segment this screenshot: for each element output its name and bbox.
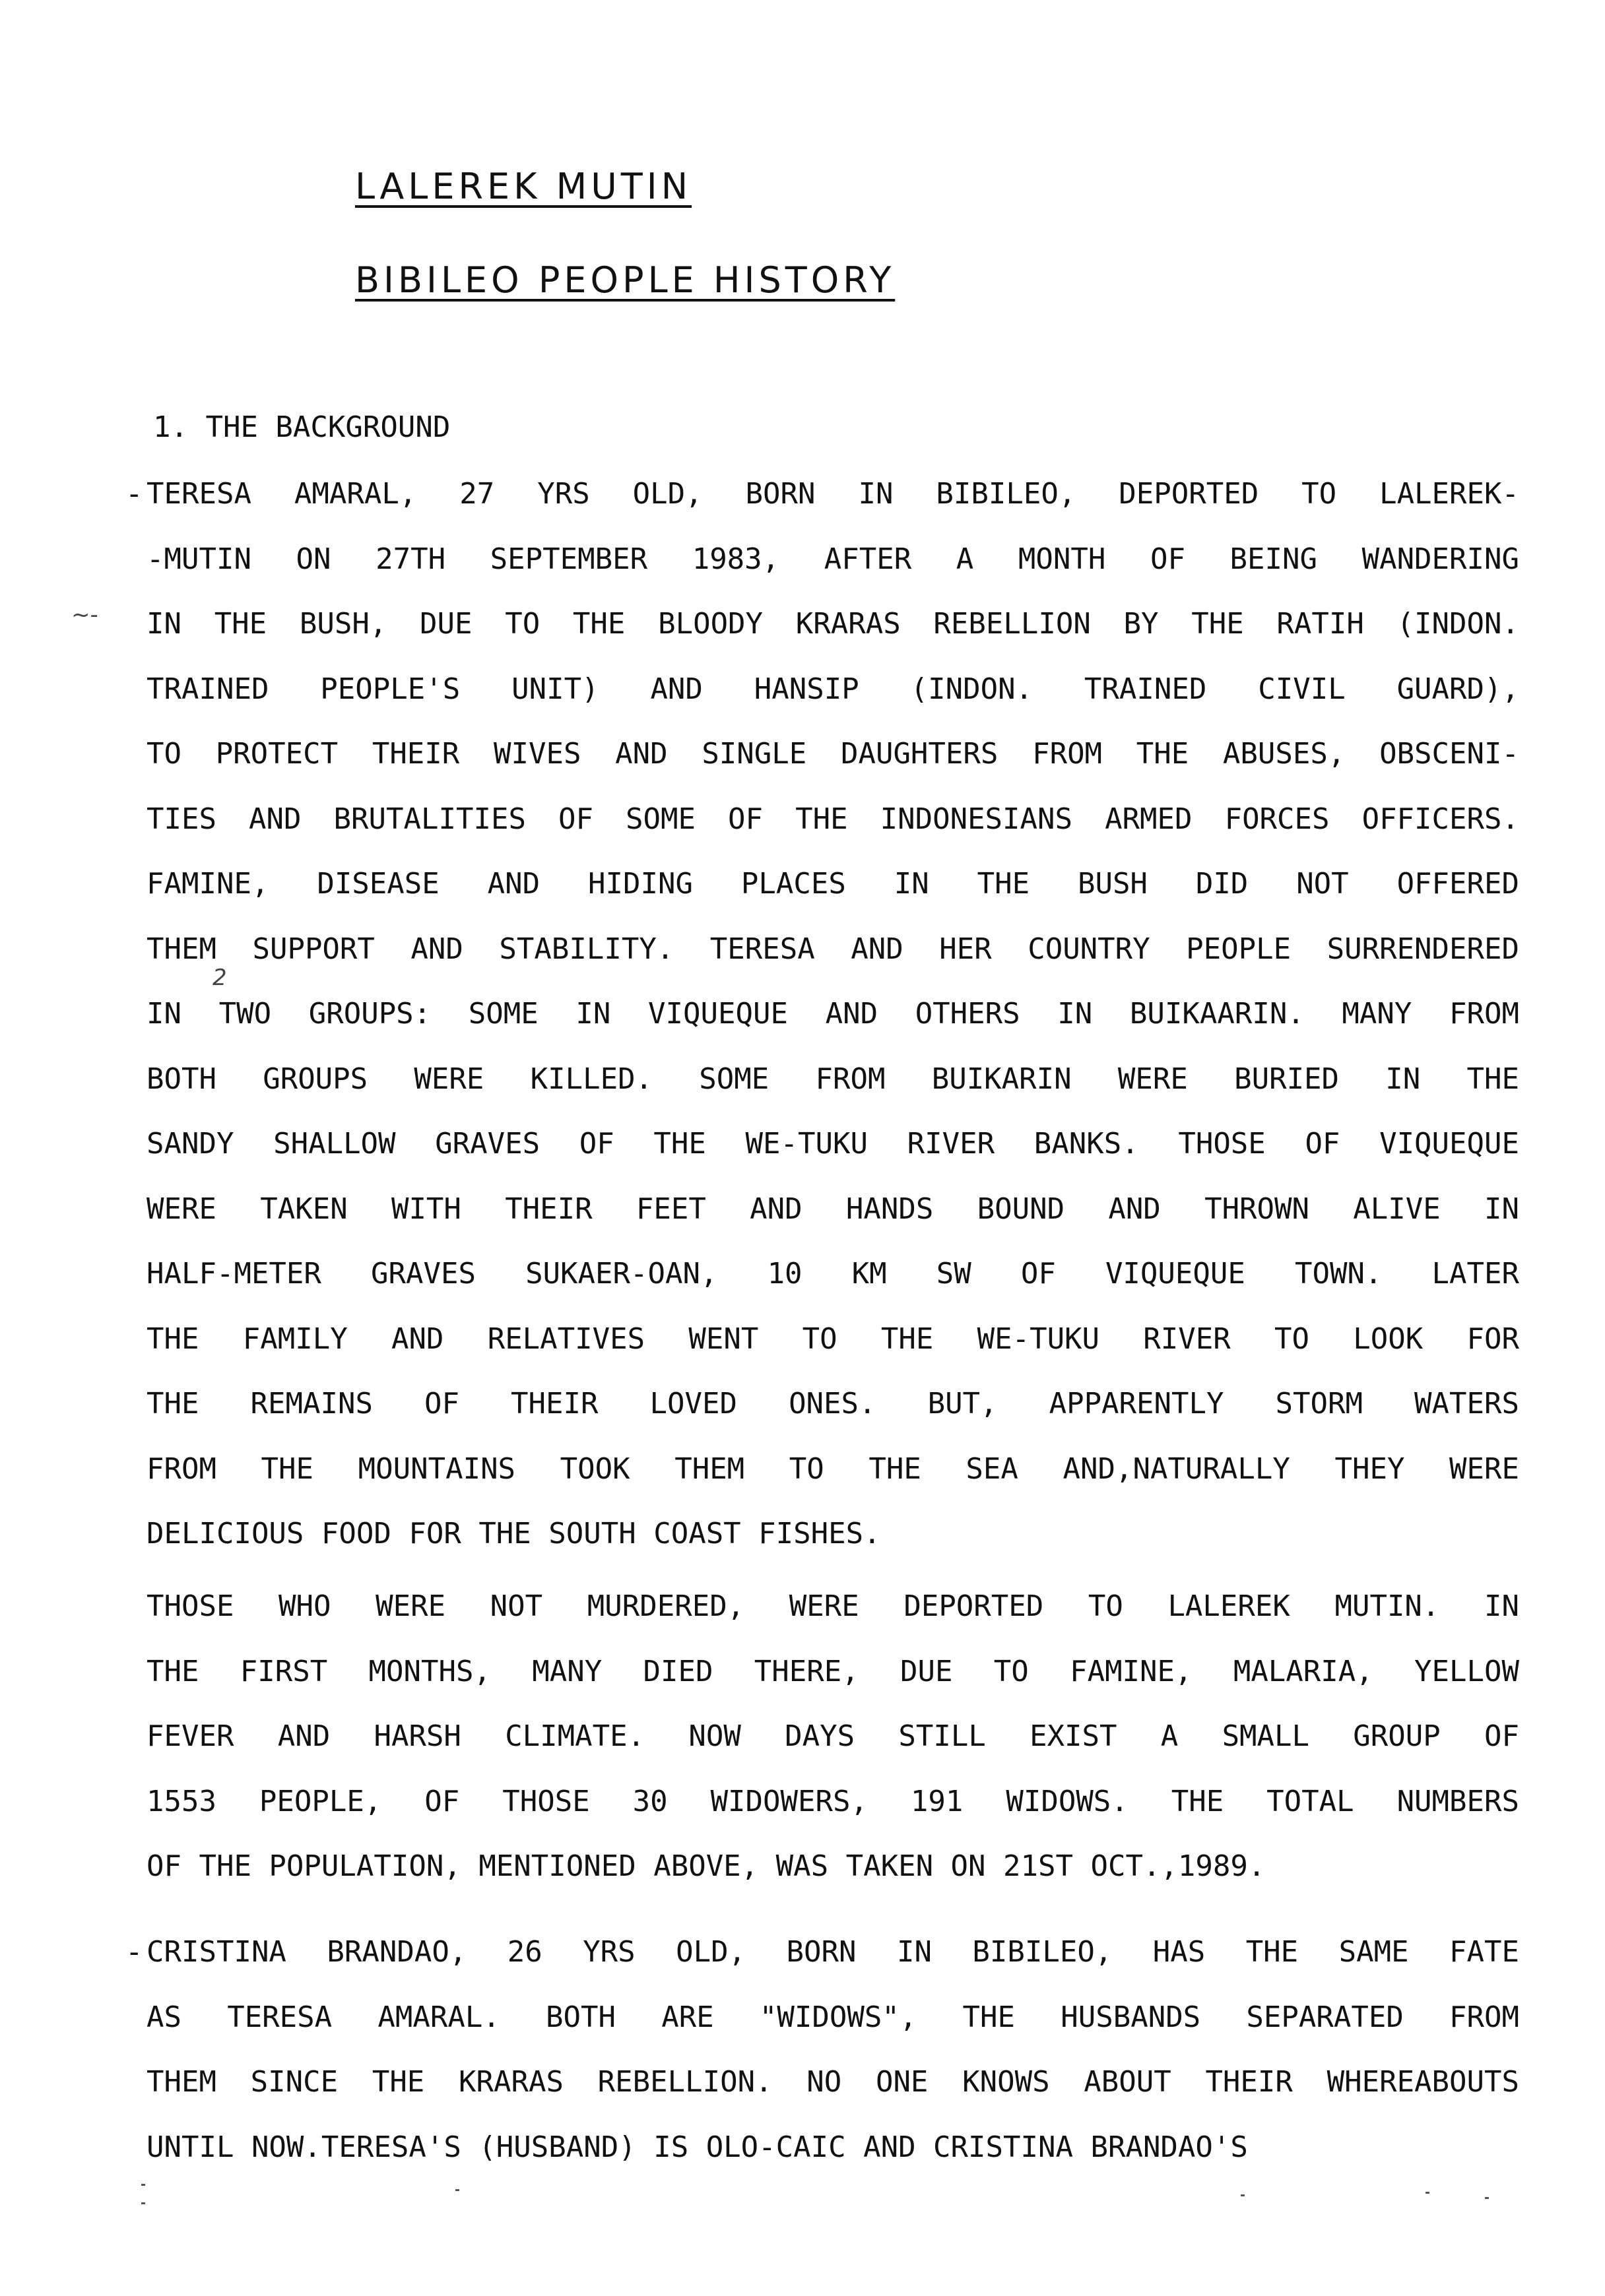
text-line: AS TERESA AMARAL. BOTH ARE "WIDOWS", THE HUSBANDS SEPARATED FROM (147, 2000, 1519, 2034)
document-subtitle: BIBILEO PEOPLE HISTORY (355, 259, 896, 301)
margin-mark: ~- (71, 602, 98, 628)
text-line: THOSE WHO WERE NOT MURDERED, WERE DEPORTED TO LALEREK MUTIN. IN (147, 1589, 1519, 1623)
bullet-dash: - (125, 477, 143, 511)
scan-speck (141, 2184, 145, 2186)
text-line: OF THE POPULATION, MENTIONED ABOVE, WAS TAKEN ON 21ST OCT.,1989. (147, 1849, 1266, 1883)
text-line: IN THE BUSH, DUE TO THE BLOODY KRARAS REBELLION BY THE RATIH (INDON. (147, 607, 1519, 641)
scan-speck (1485, 2197, 1489, 2199)
text-line: TIES AND BRUTALITIES OF SOME OF THE INDONESIANS ARMED FORCES OFFICERS. (147, 802, 1519, 836)
text-line: THE FAMILY AND RELATIVES WENT TO THE WE-TUKU RIVER TO LOOK FOR (147, 1322, 1519, 1356)
text-line: HALF-METER GRAVES SUKAER-OAN, 10 KM SW OF VIQUEQUE TOWN. LATER (147, 1257, 1519, 1291)
text-line: BOTH GROUPS WERE KILLED. SOME FROM BUIKARIN WERE BURIED IN THE (147, 1062, 1519, 1096)
text-line: 1553 PEOPLE, OF THOSE 30 WIDOWERS, 191 WIDOWS. THE TOTAL NUMBERS (147, 1784, 1519, 1818)
text-line: IN TWO GROUPS: SOME IN VIQUEQUE AND OTHERS IN BUIKAARIN. MANY FROM (147, 997, 1519, 1031)
scan-speck (141, 2202, 145, 2204)
paragraph-2 (147, 1574, 1519, 1899)
scan-speck (455, 2189, 459, 2191)
title-block (355, 140, 895, 327)
scan-speck (1425, 2192, 1429, 2194)
text-line: THE REMAINS OF THEIR LOVED ONES. BUT, APPARENTLY STORM WATERS (147, 1387, 1519, 1420)
text-line: TERESA AMARAL, 27 YRS OLD, BORN IN BIBILEO, DEPORTED TO LALEREK- (147, 477, 1519, 511)
text-line: WERE TAKEN WITH THEIR FEET AND HANDS BOUND AND THROWN ALIVE IN (147, 1192, 1519, 1226)
paragraph-3 (147, 1920, 1519, 2180)
text-line: FAMINE, DISEASE AND HIDING PLACES IN THE BUSH DID NOT OFFERED (147, 867, 1519, 901)
scan-speck (1241, 2194, 1245, 2196)
bullet-dash: - (125, 1935, 143, 1969)
text-line: DELICIOUS FOOD FOR THE SOUTH COAST FISHES. (147, 1517, 881, 1550)
handwritten-annotation: 2 (213, 965, 227, 991)
text-line: TO PROTECT THEIR WIVES AND SINGLE DAUGHTERS FROM THE ABUSES, OBSCENI- (147, 737, 1519, 771)
text-line: TRAINED PEOPLE'S UNIT) AND HANSIP (INDON. TRAINED CIVIL GUARD), (147, 672, 1519, 706)
document-title: LALEREK MUTIN (355, 166, 692, 207)
text-line: THE FIRST MONTHS, MANY DIED THERE, DUE TO FAMINE, MALARIA, YELLOW (147, 1654, 1519, 1688)
text-line: THEM SUPPORT AND STABILITY. TERESA AND HER COUNTRY PEOPLE SURRENDERED (147, 932, 1519, 966)
section-heading: 1. THE BACKGROUND (153, 410, 451, 444)
text-line: UNTIL NOW.TERESA'S (HUSBAND) IS OLO-CAIC AND CRISTINA BRANDAO'S (147, 2130, 1248, 2164)
text-line: FROM THE MOUNTAINS TOOK THEM TO THE SEA AND,NATURALLY THEY WERE (147, 1451, 1519, 1486)
paragraph-1 (147, 462, 1519, 1567)
text-line: THEM SINCE THE KRARAS REBELLION. NO ONE KNOWS ABOUT THEIR WHEREABOUTS (147, 2065, 1519, 2099)
text-line: SANDY SHALLOW GRAVES OF THE WE-TUKU RIVER BANKS. THOSE OF VIQUEQUE (147, 1127, 1519, 1161)
text-line: -MUTIN ON 27TH SEPTEMBER 1983, AFTER A MONTH OF BEING WANDERING (147, 542, 1519, 576)
text-line: FEVER AND HARSH CLIMATE. NOW DAYS STILL EXIST A SMALL GROUP OF (147, 1719, 1519, 1753)
text-line: CRISTINA BRANDAO, 26 YRS OLD, BORN IN BIBILEO, HAS THE SAME FATE (147, 1935, 1519, 1969)
